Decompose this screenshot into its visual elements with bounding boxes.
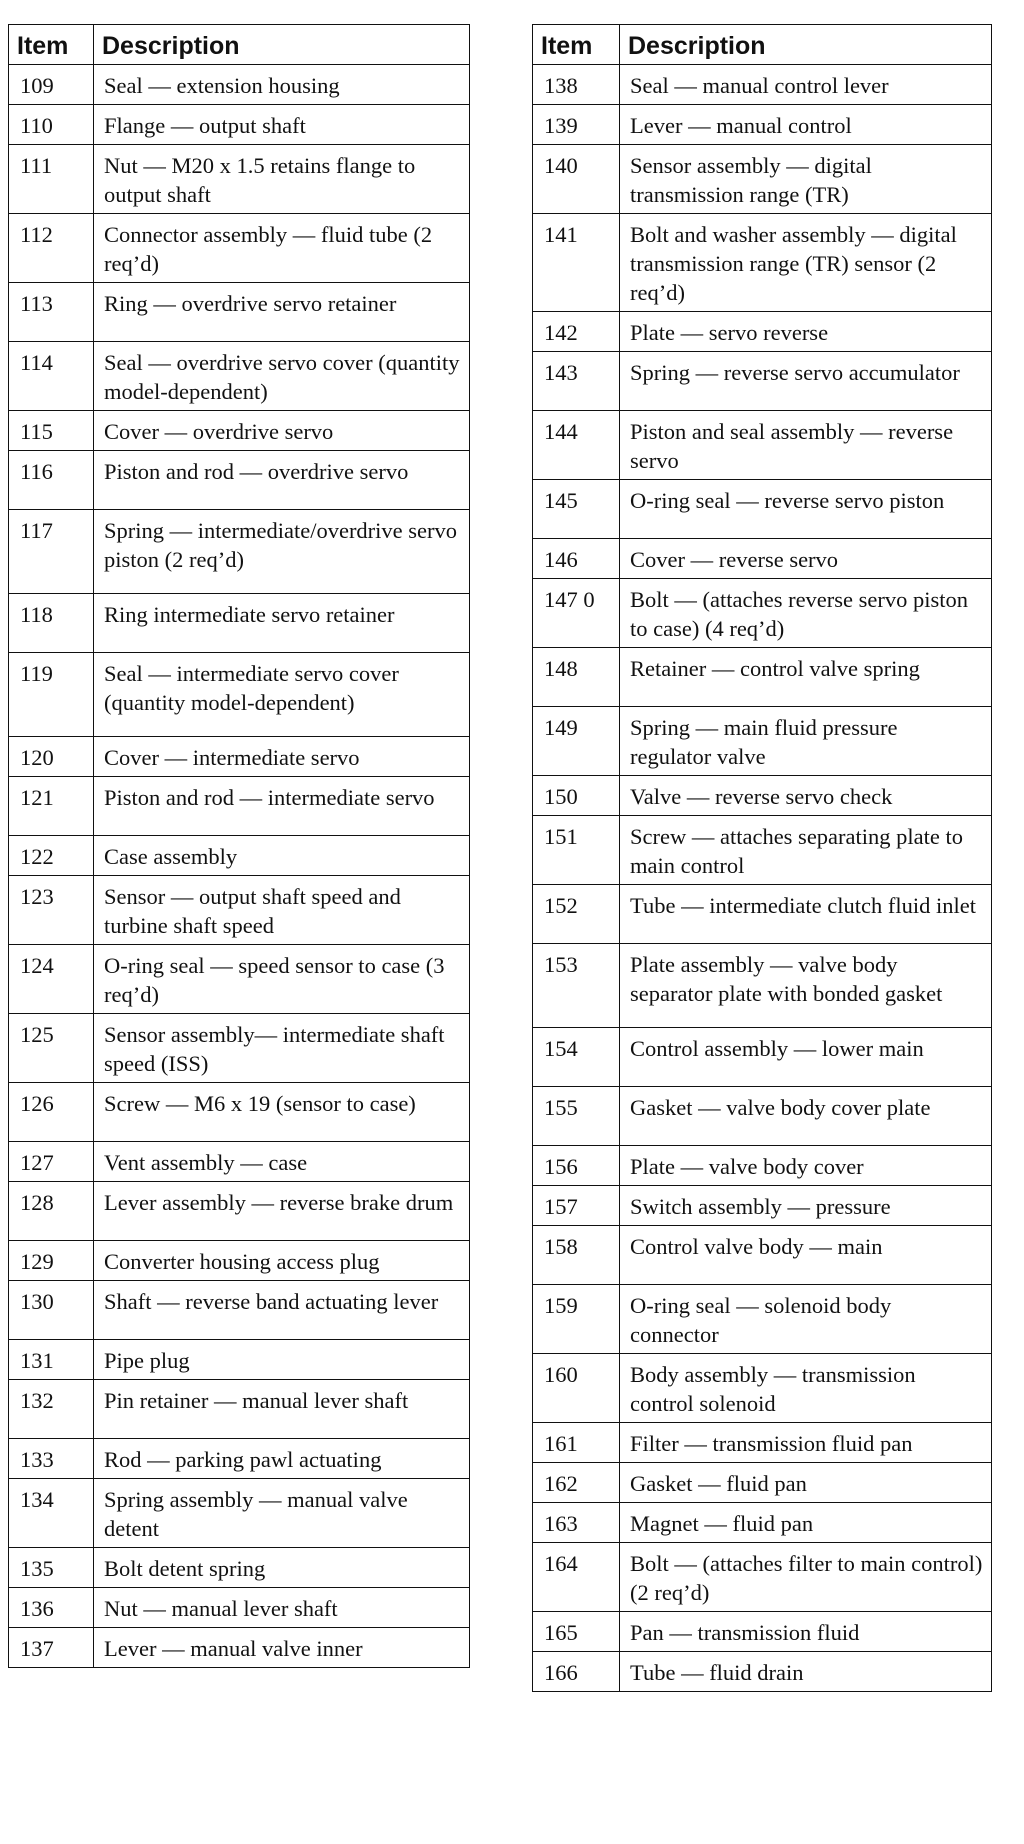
table-row: [9, 737, 470, 777]
item-number-cell: 137: [9, 1628, 94, 1668]
table-row: [9, 1142, 470, 1182]
table-row: [533, 1354, 992, 1423]
table-row: [9, 1014, 470, 1083]
table-row: [533, 65, 992, 105]
description-cell: Spring — main fluid pressure regulator valve: [620, 707, 992, 776]
description-cell: Plate assembly — valve body separator plate with bonded gasket: [620, 944, 992, 1028]
description-cell: Ring — overdrive servo retainer: [94, 283, 470, 342]
description-cell: Lever — manual control: [620, 105, 992, 145]
table-row: [533, 480, 992, 539]
table-row: [9, 594, 470, 653]
item-number-cell: 131: [9, 1340, 94, 1380]
table-header-row: [533, 25, 992, 65]
item-number-cell: 149: [533, 707, 620, 776]
table-row: [533, 816, 992, 885]
item-number-cell: 118: [9, 594, 94, 653]
description-cell: Nut — manual lever shaft: [94, 1588, 470, 1628]
description-cell: Bolt — (attaches reverse servo piston to case) (4 req’d): [620, 579, 992, 648]
description-cell: Screw — M6 x 19 (sensor to case): [94, 1083, 470, 1142]
table-row: [9, 1479, 470, 1548]
description-cell: Cover — overdrive servo: [94, 411, 470, 451]
description-cell: Gasket — fluid pan: [620, 1463, 992, 1503]
description-cell: O-ring seal — reverse servo piston: [620, 480, 992, 539]
table-row: [9, 451, 470, 510]
item-number-cell: 161: [533, 1423, 620, 1463]
table-row: [9, 1281, 470, 1340]
description-column-header: Description: [620, 25, 992, 65]
description-cell: Bolt and washer assembly — digital transmission range (TR) sensor (2 req’d): [620, 214, 992, 312]
description-cell: Rod — parking pawl actuating: [94, 1439, 470, 1479]
item-number-cell: 119: [9, 653, 94, 737]
item-number-cell: 152: [533, 885, 620, 944]
item-number-cell: 129: [9, 1241, 94, 1281]
item-number-cell: 162: [533, 1463, 620, 1503]
item-number-cell: 166: [533, 1652, 620, 1692]
description-cell: Cover — intermediate servo: [94, 737, 470, 777]
item-number-cell: 128: [9, 1182, 94, 1241]
description-cell: Shaft — reverse band actuating lever: [94, 1281, 470, 1340]
description-cell: Filter — transmission fluid pan: [620, 1423, 992, 1463]
table-row: [9, 105, 470, 145]
table-row: [9, 876, 470, 945]
item-number-cell: 115: [9, 411, 94, 451]
item-column-header: Item: [9, 25, 94, 65]
description-cell: Spring assembly — manual valve detent: [94, 1479, 470, 1548]
table-row: [9, 283, 470, 342]
description-cell: Piston and rod — intermediate servo: [94, 777, 470, 836]
item-number-cell: 150: [533, 776, 620, 816]
table-row: [533, 1028, 992, 1087]
item-number-cell: 139: [533, 105, 620, 145]
table-row: [533, 1543, 992, 1612]
item-number-cell: 117: [9, 510, 94, 594]
table-row: [9, 1241, 470, 1281]
description-cell: Pipe plug: [94, 1340, 470, 1380]
table-row: [533, 1423, 992, 1463]
description-cell: Screw — attaches separating plate to main control: [620, 816, 992, 885]
description-cell: Converter housing access plug: [94, 1241, 470, 1281]
table-body: [9, 65, 470, 1668]
description-cell: O-ring seal — solenoid body connector: [620, 1285, 992, 1354]
description-cell: Piston and rod — overdrive servo: [94, 451, 470, 510]
item-number-cell: 163: [533, 1503, 620, 1543]
item-number-cell: 165: [533, 1612, 620, 1652]
item-number-cell: 130: [9, 1281, 94, 1340]
item-number-cell: 148: [533, 648, 620, 707]
description-cell: Gasket — valve body cover plate: [620, 1087, 992, 1146]
table-row: [533, 145, 992, 214]
item-number-cell: 155: [533, 1087, 620, 1146]
table-row: [9, 342, 470, 411]
table-row: [533, 776, 992, 816]
item-number-cell: 132: [9, 1380, 94, 1439]
item-number-cell: 142: [533, 312, 620, 352]
item-number-cell: 156: [533, 1146, 620, 1186]
item-number-cell: 114: [9, 342, 94, 411]
description-cell: Seal — intermediate servo cover (quantity model-dependent): [94, 653, 470, 737]
item-number-cell: 116: [9, 451, 94, 510]
table-row: [9, 1380, 470, 1439]
table-header-row: [9, 25, 470, 65]
item-number-cell: 121: [9, 777, 94, 836]
description-cell: Tube — fluid drain: [620, 1652, 992, 1692]
table-row: [533, 1186, 992, 1226]
item-number-cell: 133: [9, 1439, 94, 1479]
description-cell: Sensor — output shaft speed and turbine shaft speed: [94, 876, 470, 945]
item-number-cell: 140: [533, 145, 620, 214]
description-cell: Bolt detent spring: [94, 1548, 470, 1588]
item-number-cell: 153: [533, 944, 620, 1028]
table-body: [533, 65, 992, 1692]
table-row: [533, 411, 992, 480]
description-cell: Control valve body — main: [620, 1226, 992, 1285]
description-cell: Piston and seal assembly — reverse servo: [620, 411, 992, 480]
description-cell: Switch assembly — pressure: [620, 1186, 992, 1226]
table-row: [533, 105, 992, 145]
item-number-cell: 120: [9, 737, 94, 777]
item-number-cell: 135: [9, 1548, 94, 1588]
item-number-cell: 151: [533, 816, 620, 885]
table-row: [533, 1087, 992, 1146]
description-cell: O-ring seal — speed sensor to case (3 req’d): [94, 945, 470, 1014]
table-row: [9, 214, 470, 283]
description-cell: Pan — transmission fluid: [620, 1612, 992, 1652]
description-cell: Body assembly — transmission control solenoid: [620, 1354, 992, 1423]
table-row: [9, 65, 470, 105]
item-number-cell: 127: [9, 1142, 94, 1182]
description-cell: Spring — intermediate/overdrive servo piston (2 req’d): [94, 510, 470, 594]
description-cell: Control assembly — lower main: [620, 1028, 992, 1087]
table-row: [9, 411, 470, 451]
item-number-cell: 136: [9, 1588, 94, 1628]
item-number-cell: 159: [533, 1285, 620, 1354]
item-number-cell: 111: [9, 145, 94, 214]
description-cell: Sensor assembly — digital transmission range (TR): [620, 145, 992, 214]
description-column-header: Description: [94, 25, 470, 65]
item-number-cell: 113: [9, 283, 94, 342]
table-row: [533, 1503, 992, 1543]
item-number-cell: 144: [533, 411, 620, 480]
table-row: [533, 352, 992, 411]
table-row: [9, 777, 470, 836]
table-row: [9, 145, 470, 214]
description-cell: Sensor assembly— intermediate shaft speed (ISS): [94, 1014, 470, 1083]
table-row: [533, 885, 992, 944]
item-number-cell: 143: [533, 352, 620, 411]
table-row: [9, 1340, 470, 1380]
table-row: [9, 1439, 470, 1479]
description-cell: Nut — M20 x 1.5 retains flange to output shaft: [94, 145, 470, 214]
table-row: [9, 1588, 470, 1628]
item-number-cell: 154: [533, 1028, 620, 1087]
item-number-cell: 123: [9, 876, 94, 945]
item-number-cell: 145: [533, 480, 620, 539]
description-cell: Pin retainer — manual lever shaft: [94, 1380, 470, 1439]
table-row: [533, 214, 992, 312]
table-row: [533, 1285, 992, 1354]
description-cell: Bolt — (attaches filter to main control) (2 req’d): [620, 1543, 992, 1612]
description-cell: Plate — servo reverse: [620, 312, 992, 352]
table-row: [9, 1628, 470, 1668]
description-cell: Plate — valve body cover: [620, 1146, 992, 1186]
description-cell: Seal — manual control lever: [620, 65, 992, 105]
description-cell: Spring — reverse servo accumulator: [620, 352, 992, 411]
table-row: [533, 1146, 992, 1186]
description-cell: Retainer — control valve spring: [620, 648, 992, 707]
description-cell: Lever — manual valve inner: [94, 1628, 470, 1668]
item-number-cell: 110: [9, 105, 94, 145]
table-row: [9, 1083, 470, 1142]
item-number-cell: 141: [533, 214, 620, 312]
description-cell: Case assembly: [94, 836, 470, 876]
table-row: [533, 944, 992, 1028]
description-cell: Lever assembly — reverse brake drum: [94, 1182, 470, 1241]
table-row: [533, 579, 992, 648]
item-number-cell: 147 0: [533, 579, 620, 648]
description-cell: Valve — reverse servo check: [620, 776, 992, 816]
item-number-cell: 122: [9, 836, 94, 876]
table-row: [9, 1548, 470, 1588]
item-number-cell: 146: [533, 539, 620, 579]
description-cell: Cover — reverse servo: [620, 539, 992, 579]
table-row: [533, 707, 992, 776]
parts-table-left: [8, 24, 470, 1668]
description-cell: Tube — intermediate clutch fluid inlet: [620, 885, 992, 944]
table-row: [9, 510, 470, 594]
item-number-cell: 134: [9, 1479, 94, 1548]
item-number-cell: 164: [533, 1543, 620, 1612]
description-cell: Connector assembly — fluid tube (2 req’d): [94, 214, 470, 283]
description-cell: Ring intermediate servo retainer: [94, 594, 470, 653]
item-number-cell: 157: [533, 1186, 620, 1226]
table-row: [533, 1612, 992, 1652]
item-column-header: Item: [533, 25, 620, 65]
item-number-cell: 138: [533, 65, 620, 105]
description-cell: Seal — overdrive servo cover (quantity model-dependent): [94, 342, 470, 411]
description-cell: Vent assembly — case: [94, 1142, 470, 1182]
table-row: [533, 1652, 992, 1692]
description-cell: Flange — output shaft: [94, 105, 470, 145]
table-row: [9, 945, 470, 1014]
parts-table-right: [532, 24, 992, 1692]
table-row: [533, 312, 992, 352]
table-row: [9, 1182, 470, 1241]
description-cell: Magnet — fluid pan: [620, 1503, 992, 1543]
item-number-cell: 109: [9, 65, 94, 105]
table-row: [533, 539, 992, 579]
item-number-cell: 160: [533, 1354, 620, 1423]
item-number-cell: 124: [9, 945, 94, 1014]
table-row: [533, 1463, 992, 1503]
item-number-cell: 125: [9, 1014, 94, 1083]
item-number-cell: 126: [9, 1083, 94, 1142]
table-row: [533, 648, 992, 707]
description-cell: Seal — extension housing: [94, 65, 470, 105]
table-row: [9, 653, 470, 737]
table-row: [9, 836, 470, 876]
table-row: [533, 1226, 992, 1285]
item-number-cell: 158: [533, 1226, 620, 1285]
item-number-cell: 112: [9, 214, 94, 283]
